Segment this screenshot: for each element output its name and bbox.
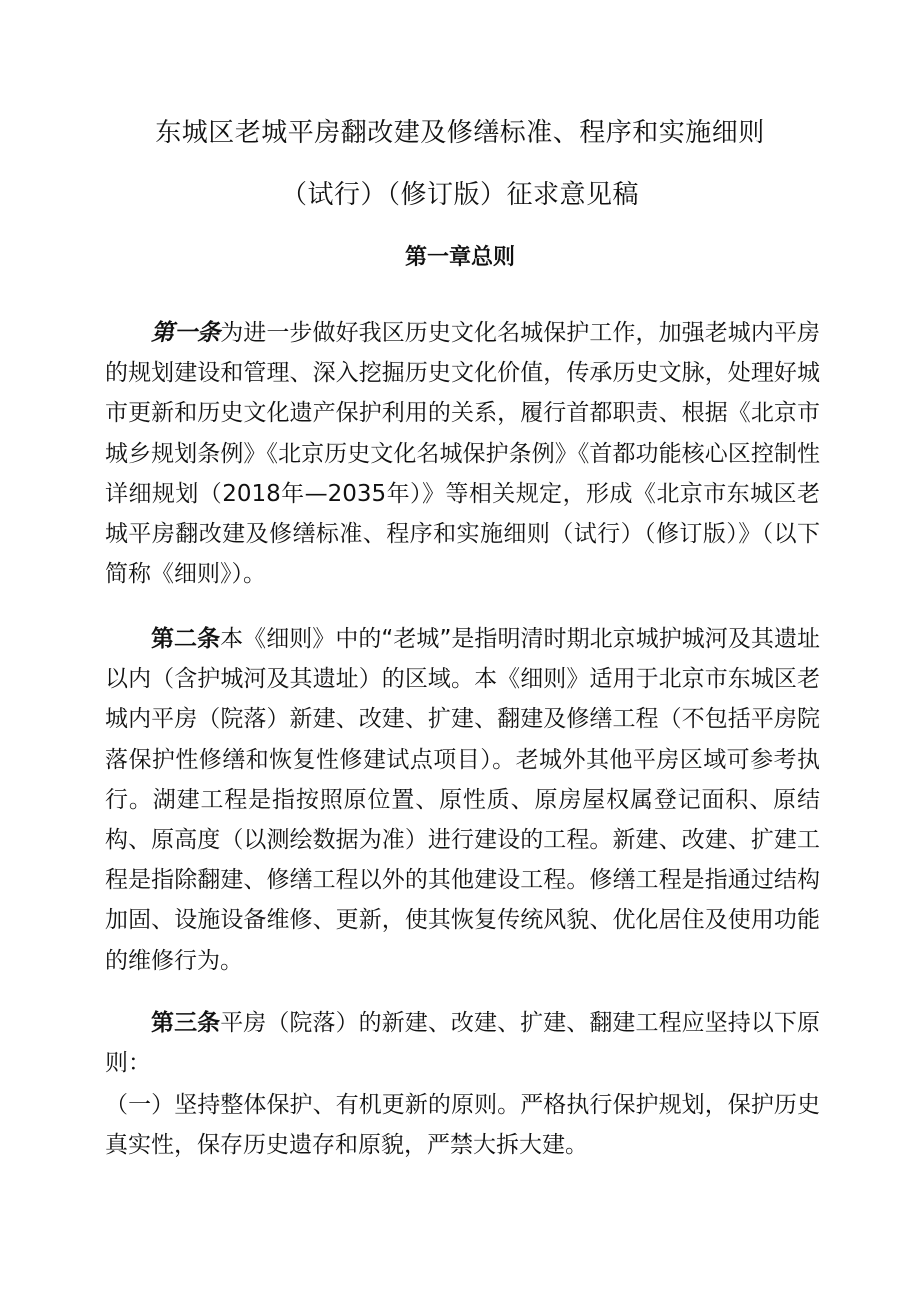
article-1-label: 第一条 (151, 320, 221, 346)
article-3-label: 第三条 (151, 1010, 221, 1036)
article-1-text: 为进一步做好我区历史文化名城保护工作，加强老城内平房的规划建设和管理、深入挖掘历史文化价值，传承历史文脉，处理好城市更新和历史文化遗产保护利用的关系，履行首都职责、根据《北京市城乡规划条例》《北京历史文化名城保护条例》《首都功能核心区控制性详细规划（2018年—2035年）》等相关规定，形成《北京市东城区老城平房翻改建及修缮标准、程序和实施细则（试行）（修订版）》（以下简称《细则》）。 (105, 320, 821, 588)
chapter-heading: 第一章总则 (404, 245, 515, 270)
document-title-line-2: （试行）（修订版）征求意见稿 (280, 180, 639, 210)
article-1 (105, 313, 820, 594)
article-2-label: 第二条 (151, 626, 221, 652)
article-2 (105, 619, 820, 981)
article-2-text: 本《细则》中的“老城”是指明清时期北京城护城河及其遗址以内（含护城河及其遗址）的区域。本《细则》适用于北京市东城区老城内平房（院落）新建、改建、扩建、翻建及修缮工程（不包括平房院落保护性修缮和恢复性修建试点项目）。老城外其他平房区域可参考执行。湖建工程是指按照原位置、原性质、原房屋权属登记面积、原结构、原高度（以测绘数据为准）进行建设的工程。新建、改建、扩建工程是指除翻建、修缮工程以外的其他建设工程。修缮工程是指通过结构加固、设施设备维修、更新，使其恢复传统风貌、优化居住及使用功能的维修行为。 (105, 626, 820, 974)
article-3-text: 平房（院落）的新建、改建、扩建、翻建工程应坚持以下原则： (105, 1010, 821, 1077)
principle-1: （一）坚持整体保护、有机更新的原则。严格执行保护规划，保护历史真实性，保存历史遗存和原貌，严禁大拆大建。 (105, 1092, 820, 1159)
article-3 (105, 1003, 820, 1083)
document-title-line-1: 东城区老城平房翻改建及修缮标准、程序和实施细则 (155, 118, 765, 148)
